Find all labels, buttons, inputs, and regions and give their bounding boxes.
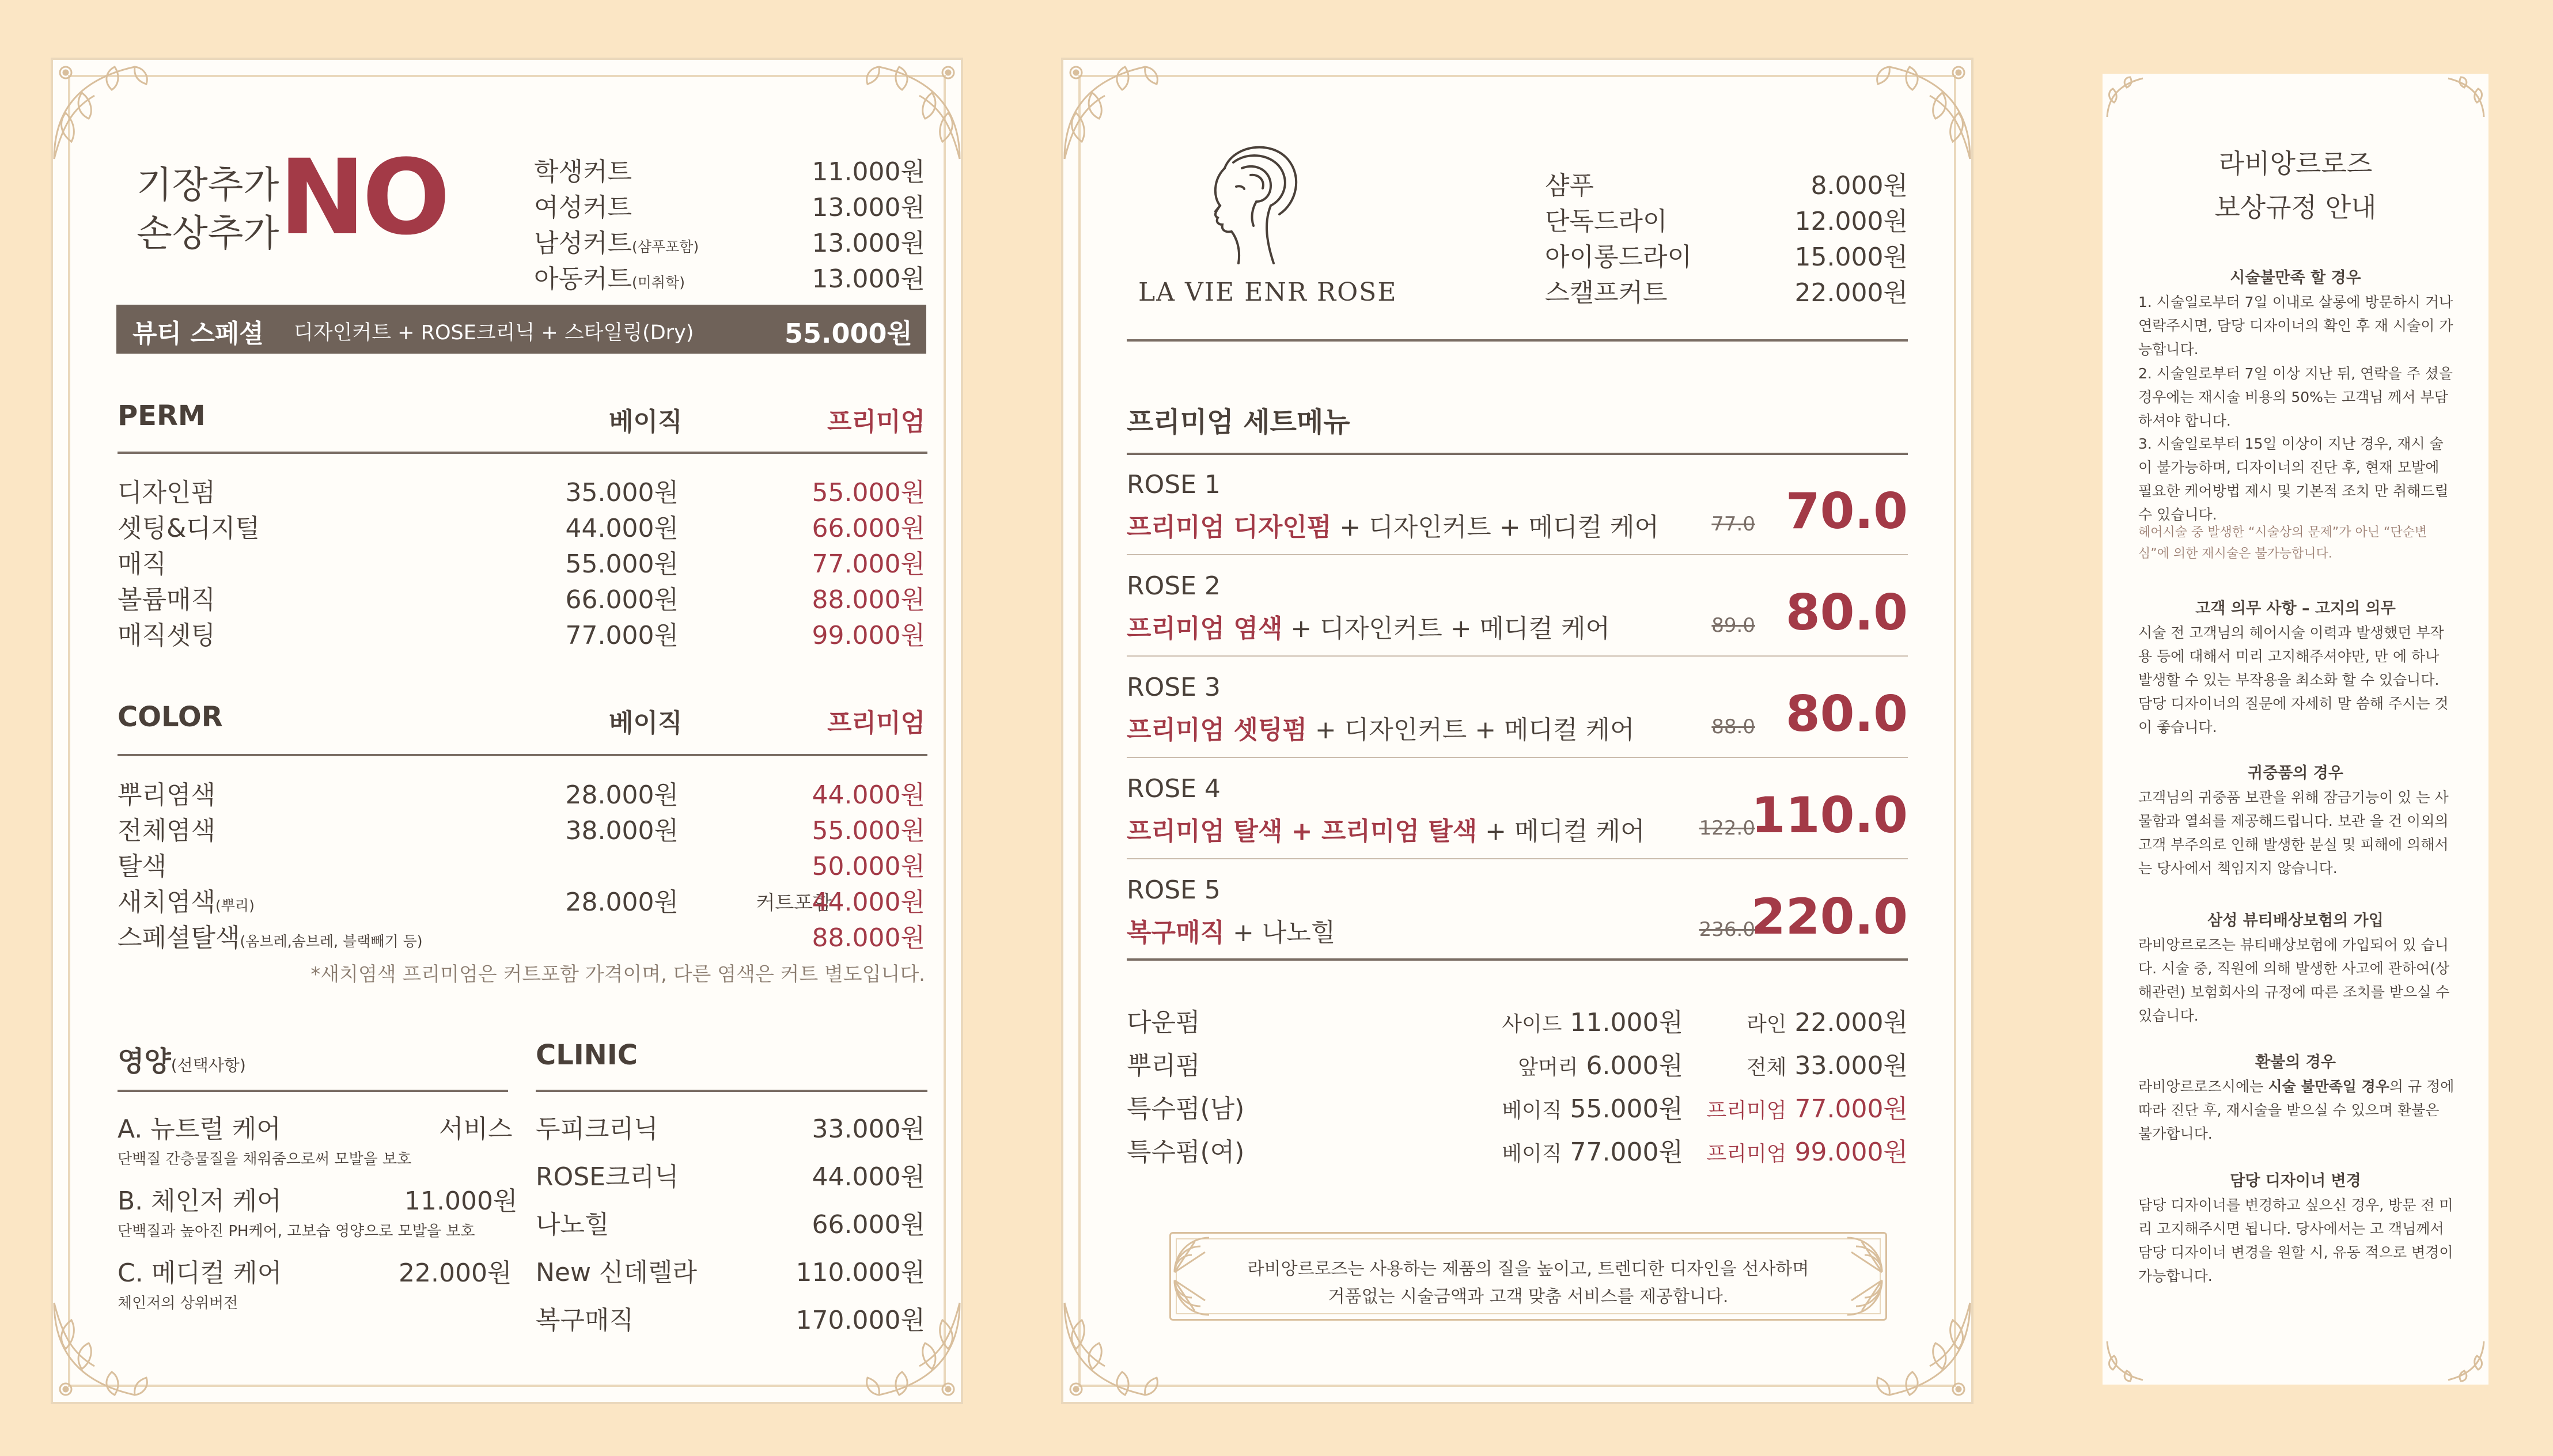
color-premium-header: 프리미엄	[827, 708, 925, 738]
set-price: 80.0	[1785, 584, 1908, 642]
set-item-desc: 프리미엄 셋팅펌 + 디자인커트 + 메디컬 케어	[1127, 715, 1635, 745]
perm-basic-header: 베이직	[609, 407, 683, 437]
set-item-name: ROSE 5	[1127, 875, 1221, 905]
set-divider	[1127, 655, 1908, 657]
set-divider	[1127, 858, 1908, 859]
extra-option-2: 프리미엄 77.000원	[1706, 1094, 1908, 1124]
premium-set-title: 프리미엄 세트메뉴	[1127, 406, 1350, 438]
clinic-item-name: 복구매직	[536, 1306, 634, 1335]
header-divider	[1127, 339, 1908, 342]
service-price: 22.000원	[1794, 278, 1908, 308]
leaf-corner-ornament	[2442, 74, 2488, 120]
policy-title-line-2: 보상규정 안내	[2214, 192, 2377, 223]
nutrition-item-price: 서비스	[439, 1114, 513, 1144]
service-name: 아이롱드라이	[1545, 242, 1692, 272]
service-price: 8.000원	[1810, 171, 1908, 200]
price-menu-panel-center	[1061, 58, 1974, 1404]
perm-basic-price: 66.000원	[565, 585, 679, 615]
service-price: 12.000원	[1794, 207, 1908, 236]
policy-paragraph: 2. 시술일로부터 7일 이상 지난 뒤, 연락을 주 셨을 경우에는 재시술 비용의 50%는 고객님 께서 부담하셔야 합니다.	[2138, 365, 2453, 429]
color-footnote: *새치염색 프리미엄은 커트포함 가격이며, 다른 염색은 커트 별도입니다.	[310, 963, 925, 986]
set-item-name: ROSE 3	[1127, 673, 1221, 702]
set-bottom-divider	[1127, 958, 1908, 961]
perm-basic-price: 35.000원	[565, 478, 679, 507]
clinic-item-price: 110.000원	[796, 1258, 925, 1287]
set-item-name: ROSE 2	[1127, 571, 1221, 601]
floral-corner-ornament	[1059, 55, 1168, 165]
fan-ornament-icon	[1172, 1235, 1212, 1275]
set-item-desc: 프리미엄 염색 + 디자인커트 + 메디컬 케어	[1127, 614, 1611, 643]
color-basic-price: 38.000원	[565, 816, 679, 845]
nutrition-title: 영양(선택사항)	[118, 1045, 246, 1078]
set-item-name: ROSE 4	[1127, 774, 1221, 803]
policy-section-title: 시술불만족 할 경우	[2230, 269, 2361, 287]
service-name: 스캘프커트	[1545, 278, 1668, 308]
premium-set-divider	[1127, 453, 1908, 455]
perm-premium-price: 77.000원	[812, 549, 925, 579]
clinic-item-price: 44.000원	[812, 1162, 925, 1192]
color-item-name: 새치염색(뿌리)	[118, 888, 255, 917]
leaf-corner-ornament	[2442, 1339, 2488, 1385]
set-old-price: 77.0	[1711, 513, 1755, 536]
brand-message-box	[1169, 1232, 1887, 1321]
clinic-item-name: 두피크리닉	[536, 1114, 658, 1144]
nutrition-item-price: 22.000원	[399, 1258, 512, 1288]
policy-title-line-1: 라비앙르로즈	[2218, 148, 2373, 179]
color-item-name: 전체염색	[118, 816, 216, 845]
set-divider	[1127, 757, 1908, 758]
logo-text: LA VIE ENR ROSE	[1138, 278, 1397, 307]
extra-option-2: 프리미엄 99.000원	[1706, 1138, 1908, 1167]
extra-option-1: 베이직 55.000원	[1502, 1094, 1683, 1124]
nutrition-item-desc: 단백질 간층물질을 채워줌으로써 모발을 보호	[118, 1151, 412, 1168]
perm-item-name: 디자인펌	[118, 478, 216, 507]
nutrition-divider	[118, 1090, 508, 1092]
policy-note: 헤어시술 중 발생한 “시술상의 문제”가 아닌 “단순변 심”에 의한 재시술은 불가능합니다.	[2138, 525, 2427, 561]
perm-item-name: 매직	[118, 549, 167, 579]
clinic-item-price: 170.000원	[796, 1306, 925, 1335]
floral-corner-ornament	[48, 1297, 158, 1406]
set-item-desc: 프리미엄 탈색 + 프리미엄 탈색 + 메디컬 케어	[1127, 817, 1645, 846]
set-item-name: ROSE 1	[1127, 470, 1221, 499]
policy-section-title: 담당 디자이너 변경	[2230, 1172, 2361, 1190]
perm-premium-price: 55.000원	[812, 478, 925, 507]
service-name: 단독드라이	[1545, 207, 1668, 236]
policy-paragraph: 1. 시술일로부터 7일 이내로 살롱에 방문하시 거나 연락주시면, 담당 디자이너의 확인 후 재 시술이 가능합니다.	[2138, 294, 2453, 358]
clinic-item-name: New 신데렐라	[536, 1258, 697, 1287]
color-premium-price: 44.000원	[812, 780, 925, 810]
beauty-special-desc: 디자인커트 + ROSE크리닉 + 스타일링(Dry)	[294, 321, 694, 344]
color-premium-price: 88.000원	[812, 923, 925, 953]
beauty-special-label: 뷰티 스페셜	[132, 319, 264, 348]
set-old-price: 88.0	[1711, 715, 1755, 738]
clinic-item-price: 33.000원	[812, 1114, 925, 1144]
slogan-no: NO	[279, 138, 447, 258]
extra-name: 특수펌(남)	[1127, 1094, 1245, 1124]
policy-section-title: 삼성 뷰티배상보험의 가입	[2207, 912, 2384, 930]
extra-option-2: 라인 22.000원	[1746, 1008, 1908, 1037]
perm-premium-price: 99.000원	[812, 621, 925, 650]
color-premium-price: 44.000원	[812, 888, 925, 917]
perm-item-name: 매직셋팅	[118, 621, 216, 650]
price-menu-panel-left	[51, 58, 963, 1404]
clinic-item-name: ROSE크리닉	[536, 1162, 679, 1192]
set-price: 220.0	[1751, 888, 1908, 946]
set-old-price: 236.0	[1699, 918, 1755, 941]
policy-paragraph: 고객님의 귀중품 보관을 위해 잠금기능이 있 는 사물함과 열쇠를 제공해드립니다. 보관 을 건 이외의 고객 부주의로 인해 발생한 분실 및 피해에 의해서는 당사에서 책임지지 않습니다.	[2138, 789, 2449, 877]
perm-item-name: 셋팅&디지털	[118, 514, 260, 543]
perm-item-name: 볼륨매직	[118, 585, 216, 615]
extra-option-1: 베이직 77.000원	[1502, 1138, 1683, 1167]
fan-ornament-icon	[1844, 1235, 1885, 1275]
extra-option-1: 사이드 11.000원	[1502, 1008, 1683, 1037]
floral-corner-ornament	[1866, 55, 1976, 165]
color-basic-header: 베이직	[609, 708, 683, 738]
extra-option-2: 전체 33.000원	[1746, 1051, 1908, 1080]
color-item-name: 스페셜탈색(옴브레,솜브레, 블랙빼기 등)	[118, 923, 423, 953]
woman-profile-logo-icon	[1179, 134, 1317, 272]
nutrition-item-desc: 체인저의 상위버전	[118, 1295, 238, 1312]
slogan-line-2: 손상추가	[137, 213, 279, 255]
set-price: 110.0	[1751, 787, 1908, 844]
nutrition-item-name: B. 체인저 케어	[118, 1186, 282, 1216]
perm-basic-price: 55.000원	[565, 549, 679, 579]
set-item-desc: 복구매직 + 나노힐	[1127, 918, 1336, 947]
nutrition-item-desc: 단백질과 높아진 PH케어, 고보습 영양으로 모발을 보호	[118, 1223, 475, 1240]
policy-paragraph: 3. 시술일로부터 15일 이상이 지난 경우, 재시 술이 불가능하며, 디자이너의 진단 후, 현재 모발에 필요한 케어방법 제시 및 기본적 조치 만 취해드릴 수 있습니다.	[2138, 435, 2449, 523]
policy-paragraph: 라비앙르로즈시에는 시술 불만족일 경우의 규 정에 따라 진단 후, 재시술을 받으실 수 있으며 환불은 불가합니다.	[2138, 1078, 2454, 1142]
policy-section-title: 귀중품의 경우	[2248, 764, 2343, 782]
color-divider	[118, 754, 927, 756]
floral-corner-ornament	[48, 55, 158, 165]
cut-name: 남성커트(샴푸포함)	[534, 229, 699, 258]
leaf-corner-ornament	[2103, 1339, 2149, 1385]
perm-basic-price: 44.000원	[565, 514, 679, 543]
compensation-policy-panel	[2103, 74, 2488, 1385]
perm-title: PERM	[118, 400, 206, 432]
cut-price: 13.000원	[812, 193, 925, 222]
set-divider	[1127, 554, 1908, 555]
set-item-desc: 프리미엄 디자인펌 + 디자인커트 + 메디컬 케어	[1127, 513, 1660, 542]
nutrition-item-name: A. 뉴트럴 케어	[118, 1114, 281, 1144]
cut-price: 13.000원	[812, 264, 925, 294]
policy-section-title: 고객 의무 사항 – 고지의 의무	[2195, 600, 2396, 617]
color-premium-note: 커트포함	[756, 892, 832, 915]
color-premium-price: 55.000원	[812, 816, 925, 845]
brand-message-line-2: 거품없는 시술금액과 고객 맞춤 서비스를 제공합니다.	[1328, 1287, 1729, 1307]
policy-paragraph: 담당 디자이너를 변경하고 싶으신 경우, 방문 전 미리 고지해주시면 됩니다. 당사에서는 고 객님께서 담당 디자이너 변경을 원할 시, 유동 적으로 변경이 가능합니다.	[2138, 1197, 2453, 1284]
policy-paragraph: 시술 전 고객님의 헤어시술 이력과 발생했던 부작용 등에 대해서 미리 고지해주셔야만, 만 에 하나 발생할 수 있는 부작용을 최소화 할 수 있습니다. 담당 디자이너의 질문에 자세히 말 씀해 주시는 것이 좋습니다.	[2138, 624, 2449, 735]
perm-basic-price: 77.000원	[565, 621, 679, 650]
clinic-item-name: 나노힐	[536, 1210, 609, 1239]
set-old-price: 122.0	[1699, 817, 1755, 840]
brand-message-line-1: 라비앙르로즈는 사용하는 제품의 질을 높이고, 트렌디한 디자인을 선사하며	[1247, 1259, 1809, 1279]
color-title: COLOR	[118, 701, 223, 733]
color-basic-price: 28.000원	[565, 780, 679, 810]
beauty-special-bar	[116, 305, 926, 354]
set-price: 70.0	[1785, 483, 1908, 540]
color-item-name: 뿌리염색	[118, 780, 216, 810]
fan-ornament-icon	[1844, 1277, 1885, 1318]
set-old-price: 89.0	[1711, 614, 1755, 637]
clinic-title: CLINIC	[536, 1039, 638, 1071]
floral-corner-ornament	[1059, 1297, 1168, 1406]
color-premium-price: 50.000원	[812, 852, 925, 881]
set-price: 80.0	[1785, 685, 1908, 743]
extra-name: 특수펌(여)	[1127, 1138, 1245, 1167]
nutrition-item-price: 11.000원	[404, 1186, 518, 1216]
policy-section-title: 환불의 경우	[2255, 1053, 2336, 1071]
clinic-divider	[536, 1090, 927, 1092]
policy-paragraph: 라비앙르로즈는 뷰티배상보험에 가입되어 있 습니다. 시술 중, 직원에 의해 발생한 사고에 관하여(상해관련) 보험회사의 규정에 따른 조치를 받으실 수 있습니다.	[2138, 936, 2450, 1024]
cut-price: 13.000원	[812, 229, 925, 258]
extra-name: 다운펌	[1127, 1008, 1200, 1037]
perm-premium-header: 프리미엄	[827, 407, 925, 437]
cut-name: 아동커트(미취학)	[534, 264, 685, 294]
leaf-corner-ornament	[2103, 74, 2149, 120]
extra-option-1: 앞머리 6.000원	[1518, 1051, 1683, 1080]
nutrition-item-name: C. 메디컬 케어	[118, 1258, 282, 1288]
service-name: 샴푸	[1545, 171, 1594, 200]
slogan-line-1: 기장추가	[137, 164, 279, 207]
extra-name: 뿌리펌	[1127, 1051, 1200, 1080]
perm-divider	[118, 452, 927, 454]
color-basic-price: 28.000원	[565, 888, 679, 917]
floral-corner-ornament	[856, 55, 965, 165]
service-price: 15.000원	[1794, 242, 1908, 272]
perm-premium-price: 66.000원	[812, 514, 925, 543]
cut-price: 11.000원	[812, 157, 925, 187]
clinic-item-price: 66.000원	[812, 1210, 925, 1239]
color-item-name: 탈색	[118, 852, 167, 881]
beauty-special-price: 55.000원	[785, 318, 912, 349]
perm-premium-price: 88.000원	[812, 585, 925, 615]
cut-name: 학생커트	[534, 157, 632, 187]
cut-name: 여성커트	[534, 193, 632, 222]
fan-ornament-icon	[1172, 1277, 1212, 1318]
